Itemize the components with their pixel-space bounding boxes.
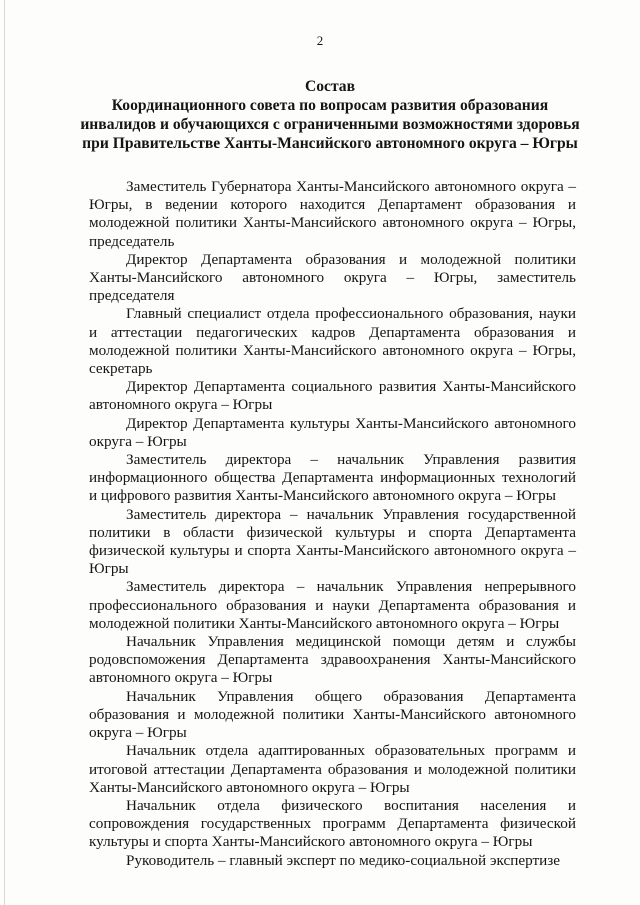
member-paragraph: Главный специалист отдела профессионального образования, науки и аттестации педагогических кадров Департамента образования и молодежной политики Ханты-Мансийского автономного округа – Югры, секретарь (89, 305, 576, 378)
document-heading (60, 77, 600, 153)
member-paragraph: Заместитель директора – начальник Управления непрерывного профессионального образования и науки Департамента образования и молодежной политики Ханты-Мансийского автономного округа – Югры (89, 578, 576, 632)
scan-edge (4, 0, 5, 905)
member-list (89, 178, 576, 870)
member-paragraph: Заместитель директора – начальник Управления развития информационного общества Департамента информационных технологий и цифрового развития Ханты-Мансийского автономного округа – Югры (89, 451, 576, 505)
member-paragraph: Начальник отдела физического воспитания населения и сопровождения государственных программ Департамента физической культуры и спорта Ханты-Мансийского автономного округа – Югры (89, 796, 576, 851)
member-paragraph: Директор Департамента культуры Ханты-Мансийского автономного округа – Югры (89, 414, 576, 450)
member-paragraph: Начальник отдела адаптированных образовательных программ и итоговой аттестации Департамента образования и молодежной политики Ханты-Мансийского автономного округа – Югры (89, 742, 576, 796)
heading-line-3: при Правительстве Ханты-Мансийского автономного округа – Югры (82, 135, 578, 152)
member-paragraph: Начальник Управления медицинской помощи детям и службы родовспоможения Департамента здравоохранения Ханты-Мансийского автономного округа – Югры (89, 633, 576, 687)
member-paragraph: Руководитель – главный эксперт по медико-социальной экспертизе (126, 851, 560, 869)
member-paragraph: Директор Департамента образования и молодежной политики Ханты-Мансийского автономного округа – Югры, заместитель председателя (89, 250, 576, 305)
member-paragraph: Начальник Управления общего образования Департамента образования и молодежной политики Ханты-Мансийского автономного округа – Югры (89, 687, 576, 742)
member-paragraph: Директор Департамента социального развития Ханты-Мансийского автономного округа – Югры (89, 378, 576, 414)
heading-line-2: инвалидов и обучающихся с ограниченными возможностями здоровья (80, 116, 580, 133)
page-number: 2 (316, 33, 324, 48)
heading-line-1: Координационного совета по вопросам развития образования (111, 97, 549, 114)
member-paragraph: Заместитель Губернатора Ханты-Мансийского автономного округа – Югры, в ведении которого находится Департамент образования и молодежной политики Ханты-Мансийского автономного округа – Югры, председатель (89, 178, 576, 250)
member-paragraph: Заместитель директора – начальник Управления государственной политики в области физической культуры и спорта Департамента физической культуры и спорта Ханты-Мансийского автономного округа – Югры (89, 505, 576, 578)
heading-title: Состав (304, 78, 356, 95)
